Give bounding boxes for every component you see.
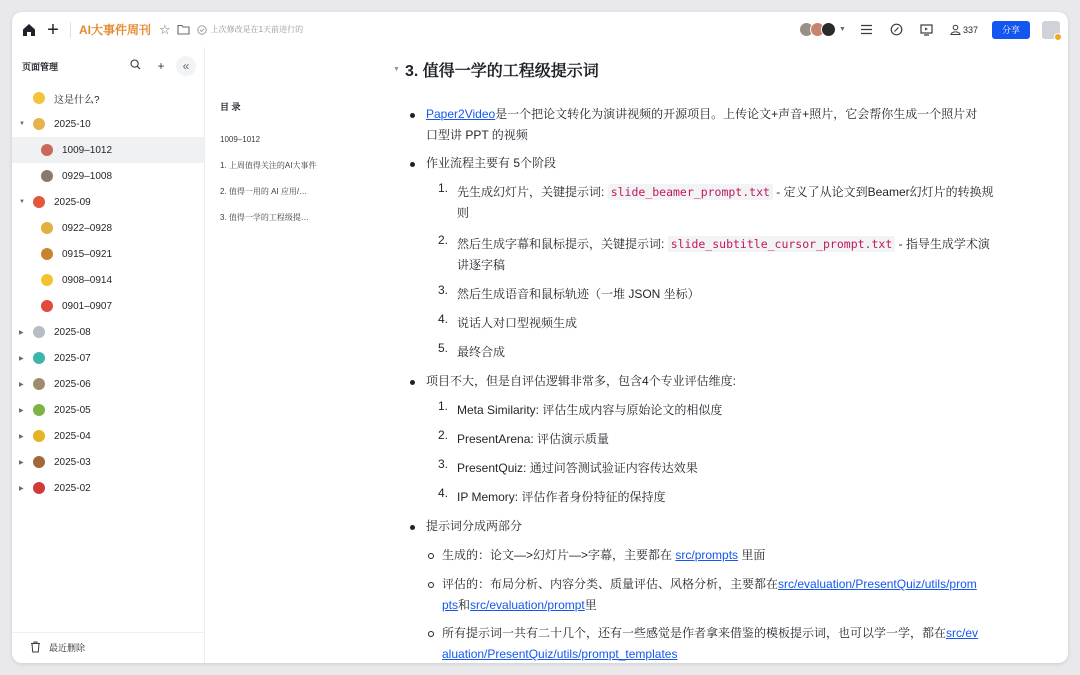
- sidebar-item-2025-02[interactable]: [12, 475, 204, 501]
- section-heading-text: 3. 值得一学的工程级提示词: [404, 62, 599, 80]
- viewer-count[interactable]: [950, 24, 978, 35]
- taco-glyph: [41, 222, 53, 234]
- sidebar-item-label: 2025-09: [54, 196, 91, 208]
- sunglasses-icon: [32, 91, 46, 105]
- collapse-sidebar-icon[interactable]: «: [176, 56, 196, 76]
- document-body: [393, 58, 1016, 661]
- sidebar-item-label: 0901–0907: [62, 300, 113, 312]
- bullet-paper2video-cont: 口型讲 PPT 的视频: [426, 128, 528, 142]
- sidebar-item-0908-0914[interactable]: [12, 267, 204, 293]
- sidebar-item-0915-0921[interactable]: [12, 241, 204, 267]
- sub-bullet: [428, 553, 434, 559]
- sidebar-item-2025-08[interactable]: [12, 319, 204, 345]
- sidebar-item-2025-05[interactable]: [12, 397, 204, 423]
- sidebar-item-label: 2025-04: [54, 430, 91, 442]
- src-prompts-link[interactable]: src/prompts: [675, 548, 739, 562]
- pizza-icon: [32, 195, 46, 209]
- bullet-dot: [410, 525, 415, 530]
- step-1-cont: 则: [457, 206, 470, 220]
- envelope-glyph: [33, 326, 45, 338]
- sidebar-item-label: 这是什么?: [54, 94, 100, 106]
- recently-deleted[interactable]: [12, 635, 204, 659]
- chevron-right-icon[interactable]: ▶: [19, 459, 24, 466]
- present-icon[interactable]: [920, 23, 934, 37]
- squirrel-glyph: [33, 456, 45, 468]
- text: 里面: [741, 548, 766, 562]
- text: 和: [458, 598, 471, 612]
- envelope-icon: [32, 325, 46, 339]
- list-number: 4.: [438, 312, 449, 326]
- sidebar-item-2025-06[interactable]: [12, 371, 204, 397]
- sidebar-item-intro[interactable]: [12, 85, 204, 111]
- firecracker-glyph: [33, 482, 45, 494]
- toc-item-3[interactable]: 3. 值得一学的工程级提…: [220, 213, 309, 222]
- prompts-all-cont: [442, 643, 677, 663]
- folder-icon[interactable]: [177, 23, 191, 37]
- text: - 定义了从论文到Beamer幻灯片的转换规: [776, 185, 994, 199]
- medal-icon: [32, 429, 46, 443]
- toc-title: 目 录: [220, 102, 241, 112]
- add-page-icon[interactable]: +: [157, 59, 165, 73]
- text: - 指导生成学术演: [898, 237, 990, 251]
- medal-glyph: [33, 430, 45, 442]
- sidebar-item-0901-0907[interactable]: [12, 293, 204, 319]
- search-icon[interactable]: [128, 59, 142, 73]
- squirrel-icon: [32, 455, 46, 469]
- worker-icon: [32, 117, 46, 131]
- step-1: [457, 181, 1017, 203]
- sidebar-item-label: 1009–1012: [62, 144, 113, 156]
- text: 生成的：论文—>幻灯片—>字幕，主要都在: [442, 548, 673, 562]
- share-button[interactable]: 分享: [992, 21, 1030, 39]
- woman-tipping-hand-glyph: [41, 144, 53, 156]
- dress-icon: [32, 351, 46, 365]
- person-glyph: [41, 170, 53, 182]
- bank-icon: [32, 377, 46, 391]
- kiwi-icon: [32, 403, 46, 417]
- step-3: 然后生成语音和鼠标轨迹（一堆 JSON 坐标）: [457, 287, 700, 301]
- sidebar-item-2025-07[interactable]: [12, 345, 204, 371]
- list-number: 3.: [438, 283, 449, 297]
- step-4: 说话人对口型视频生成: [457, 316, 578, 330]
- current-user-avatar[interactable]: [1042, 21, 1060, 39]
- doc-title[interactable]: AI大事件周刊: [79, 23, 152, 37]
- sidebar-item-label: 2025-03: [54, 456, 91, 468]
- firecracker-icon: [32, 481, 46, 495]
- menu-icon[interactable]: [860, 23, 874, 37]
- sidebar-item-2025-03[interactable]: [12, 449, 204, 475]
- chevron-right-icon[interactable]: ▶: [19, 355, 24, 362]
- home-icon[interactable]: [20, 21, 38, 39]
- chevron-right-icon[interactable]: ▶: [19, 433, 24, 440]
- sub-bullet: [428, 582, 434, 588]
- saved-check-icon: [197, 24, 208, 35]
- chevron-down-icon[interactable]: ▼: [19, 199, 25, 205]
- step-2-cont: 讲逐字稿: [457, 258, 506, 272]
- fries-icon: [40, 299, 54, 313]
- app-window: [12, 12, 1068, 663]
- hamburger-glyph: [41, 248, 53, 260]
- sidebar-item-label: 0929–1008: [62, 170, 113, 182]
- sidebar-item-label: 2025-05: [54, 404, 91, 416]
- comment-icon[interactable]: [890, 23, 904, 37]
- avatar: [821, 22, 836, 37]
- presentquiz-prompts-link[interactable]: src/evaluation/PresentQuiz/utils/prom: [778, 577, 977, 591]
- presentquiz-prompts-link-cont[interactable]: pts: [442, 598, 459, 612]
- eval-1: Meta Similarity: 评估生成内容与原始论文的相似度: [457, 403, 723, 417]
- list-number: 1.: [438, 399, 449, 413]
- list-number: 4.: [438, 486, 449, 500]
- eval-4: IP Memory: 评估作者身份特征的保持度: [457, 490, 666, 504]
- sidebar-item-2025-09[interactable]: [12, 189, 204, 215]
- bullet-prompts: 提示词分成两部分: [426, 519, 523, 533]
- sunglasses-glyph: [33, 92, 45, 104]
- star-icon[interactable]: ☆: [159, 21, 171, 37]
- divider: [12, 632, 204, 633]
- text: 是一个把论文转化为演讲视频的开源项目。上传论文+声音+照片，它会帮你生成一个照片对: [495, 107, 978, 121]
- sidebar-item-label: 2025-07: [54, 352, 91, 364]
- evaluation-prompt-link[interactable]: src/evaluation/prompt: [470, 598, 585, 612]
- sidebar-title: 页面管理: [22, 61, 59, 72]
- sidebar-item-label: 0922–0928: [62, 222, 113, 234]
- bullet-dot: [410, 380, 415, 385]
- paper2video-link[interactable]: Paper2Video: [426, 107, 496, 121]
- sidebar-item-1009-1012[interactable]: [12, 137, 204, 163]
- chevron-right-icon[interactable]: ▶: [19, 381, 24, 388]
- table-of-contents: [220, 100, 350, 231]
- step-5: 最终合成: [457, 345, 506, 359]
- text: 里: [584, 598, 597, 612]
- sidebar-item-label: 2025-06: [54, 378, 91, 390]
- toc-item-2[interactable]: 2. 值得一用的 AI 应用/…: [220, 187, 308, 196]
- sidebar-item-label: 2025-10: [54, 118, 91, 130]
- divider: [70, 22, 71, 38]
- inline-code[interactable]: slide_beamer_prompt.txt: [608, 184, 773, 200]
- prompts-evaluation-cont: [442, 594, 1017, 616]
- eval-2: PresentArena: 评估演示质量: [457, 432, 610, 446]
- worker-glyph: [33, 118, 45, 130]
- prompts-all: [442, 622, 1017, 644]
- chevron-right-icon[interactable]: ▶: [19, 407, 24, 414]
- chevron-right-icon[interactable]: ▶: [19, 329, 24, 336]
- woman-tipping-hand-icon: [40, 143, 54, 157]
- prompts-evaluation: [442, 573, 1017, 595]
- trash-icon: [30, 641, 41, 653]
- bank-glyph: [33, 378, 45, 390]
- inline-code[interactable]: slide_subtitle_cursor_prompt.txt: [668, 236, 896, 252]
- page-sidebar: [12, 47, 205, 663]
- person-icon: [40, 169, 54, 183]
- last-edit-note: 上次修改是在1天前进行的: [210, 25, 304, 34]
- dress-glyph: [33, 352, 45, 364]
- sidebar-item-2025-10[interactable]: [12, 111, 204, 137]
- bullet-dot: [410, 162, 415, 167]
- eval-3: PresentQuiz: 通过问答测试验证内容传达效果: [457, 461, 698, 475]
- prompt-templates-link[interactable]: src/ev: [946, 626, 979, 640]
- pizza-glyph: [33, 196, 45, 208]
- sidebar-item-2025-04[interactable]: [12, 423, 204, 449]
- bullet-eval: 项目不大，但是自评估逻辑非常多，包含4个专业评估维度:: [426, 374, 737, 388]
- list-number: 2.: [438, 233, 449, 247]
- user-icon: [950, 24, 961, 35]
- bullet-workflow: 作业流程主要有 5个阶段: [426, 156, 557, 170]
- list-number: 1.: [438, 181, 449, 195]
- list-number: 5.: [438, 341, 449, 355]
- text: 先生成幻灯片，关键提示词:: [457, 185, 605, 199]
- step-2: [457, 233, 1017, 255]
- list-number: 2.: [438, 428, 449, 442]
- taco-icon: [40, 221, 54, 235]
- top-bar: [12, 12, 1068, 47]
- fries-glyph: [41, 300, 53, 312]
- new-page-icon[interactable]: +: [47, 18, 59, 41]
- prompt-templates-link-cont[interactable]: aluation/PresentQuiz/utils/prompt_templates: [442, 647, 678, 661]
- toc-item-range[interactable]: 1009–1012: [220, 135, 261, 144]
- sidebar-item-0929-1008[interactable]: [12, 163, 204, 189]
- text: 所有提示词一共有二十几个，还有一些感觉是作者拿来借鉴的模板提示词，也可以学一学，都在: [442, 626, 947, 640]
- chevron-right-icon[interactable]: ▶: [19, 485, 24, 492]
- sidebar-item-label: 2025-08: [54, 326, 91, 338]
- sidebar-item-label: 2025-02: [54, 482, 91, 494]
- list-number: 3.: [438, 457, 449, 471]
- chevron-down-icon[interactable]: ▼: [19, 121, 25, 127]
- chevron-down-icon[interactable]: ▼: [839, 26, 846, 33]
- text: 评估的：布局分析、内容分类、质量评估、风格分析，主要都在: [442, 577, 779, 591]
- kiwi-glyph: [33, 404, 45, 416]
- sidebar-item-0922-0928[interactable]: [12, 215, 204, 241]
- fold-caret-icon[interactable]: ▼: [393, 65, 400, 73]
- recently-deleted-label: 最近删除: [49, 642, 86, 653]
- sidebar-item-label: 0908–0914: [62, 274, 113, 286]
- toc-item-1[interactable]: 1. 上周值得关注的AI大事件: [220, 161, 317, 170]
- bullet-paper2video: [426, 103, 1016, 125]
- collaborator-avatars[interactable]: [799, 22, 836, 37]
- prompts-generation: [442, 544, 1017, 566]
- section-heading[interactable]: [393, 58, 1016, 80]
- text: 然后生成字幕和鼠标提示，关键提示词:: [457, 237, 665, 251]
- page-tree: [12, 85, 204, 501]
- bullet-dot: [410, 113, 415, 118]
- cheese-icon: [40, 273, 54, 287]
- hamburger-icon: [40, 247, 54, 261]
- viewer-count-label: 337: [962, 24, 978, 35]
- sidebar-item-label: 0915–0921: [62, 248, 113, 260]
- sub-bullet: [428, 631, 434, 637]
- cheese-glyph: [41, 274, 53, 286]
